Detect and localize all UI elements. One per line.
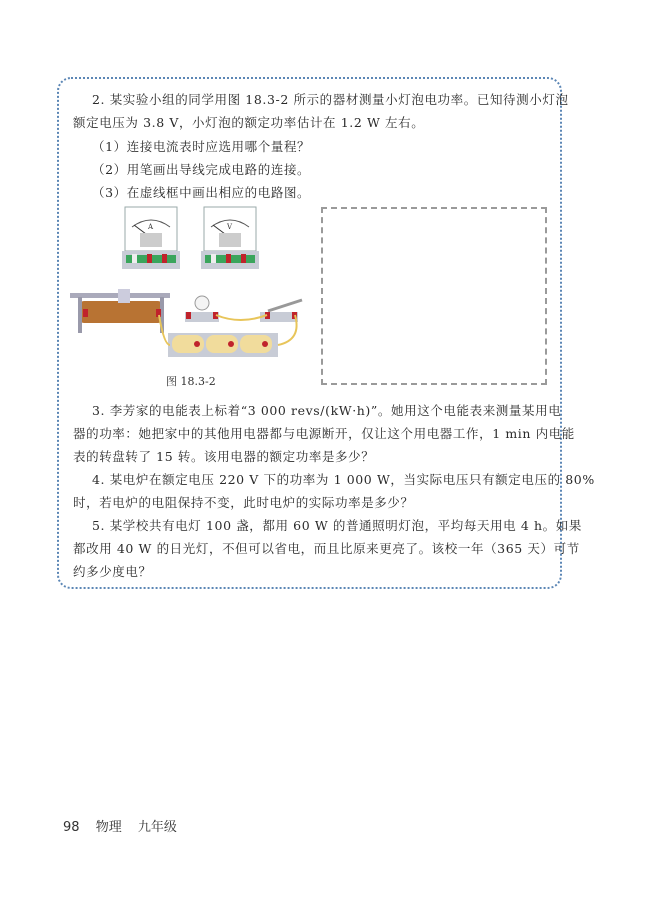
problem-2-sub-2: （2）用笔画出导线完成电路的连接。 — [92, 162, 311, 177]
ammeter-icon — [122, 207, 180, 269]
lamp-icon — [185, 296, 219, 322]
battery-pack-icon — [168, 333, 278, 357]
page-footer — [63, 816, 189, 835]
problem-2-line-2: 额定电压为 3.8 V，小灯泡的额定功率估计在 1.2 W 左右。 — [73, 115, 425, 130]
problem-4-line-2: 时，若电炉的电阻保持不变，此时电炉的实际功率是多少？ — [73, 495, 414, 510]
subject-label: 物理 — [95, 820, 122, 835]
problem-5-line-2: 都改用 40 W 的日光灯，不但可以省电，而且比原来更亮了。该校一年（365 天）可节 — [73, 541, 580, 556]
problem-2-line-1: 2. 某实验小组的同学用图 18.3-2 所示的器材测量小灯泡电功率。已知待测小灯泡 — [92, 92, 569, 107]
svg-text:A: A — [148, 223, 154, 231]
svg-text:V: V — [227, 223, 233, 231]
grade-label: 九年级 — [137, 820, 177, 835]
page-number: 98 — [63, 820, 80, 835]
problem-5-line-1: 5. 某学校共有电灯 100 盏，都用 60 W 的普通照明灯泡，平均每天用电 4 h。如果 — [92, 518, 582, 533]
problem-2-sub-1: （1）连接电流表时应选用哪个量程？ — [92, 139, 311, 154]
rheostat-icon — [70, 289, 170, 333]
voltmeter-icon — [201, 207, 259, 269]
problem-3-line-2: 器的功率：她把家中的其他用电器都与电源断开，仅让这个用电器工作，1 min 内电能 — [73, 426, 575, 441]
problem-3-line-1: 3. 李芳家的电能表上标着“3 000 revs/(kW·h)”。她用这个电能表来测量某用电 — [92, 403, 562, 418]
figure-caption: 图 18.3-2 — [166, 375, 216, 388]
circuit-diagram-answer-box — [321, 207, 547, 385]
problem-3-line-3: 表的转盘转了 15 转。该用电器的额定功率是多少？ — [73, 449, 375, 464]
circuit-equipment-figure — [70, 205, 310, 365]
problem-4-line-1: 4. 某电炉在额定电压 220 V 下的功率为 1 000 W，当实际电压只有额定电压的 80% — [92, 472, 595, 487]
problem-5-line-3: 约多少度电？ — [73, 564, 152, 579]
problem-2-sub-3: （3）在虚线框中画出相应的电路图。 — [92, 185, 311, 200]
